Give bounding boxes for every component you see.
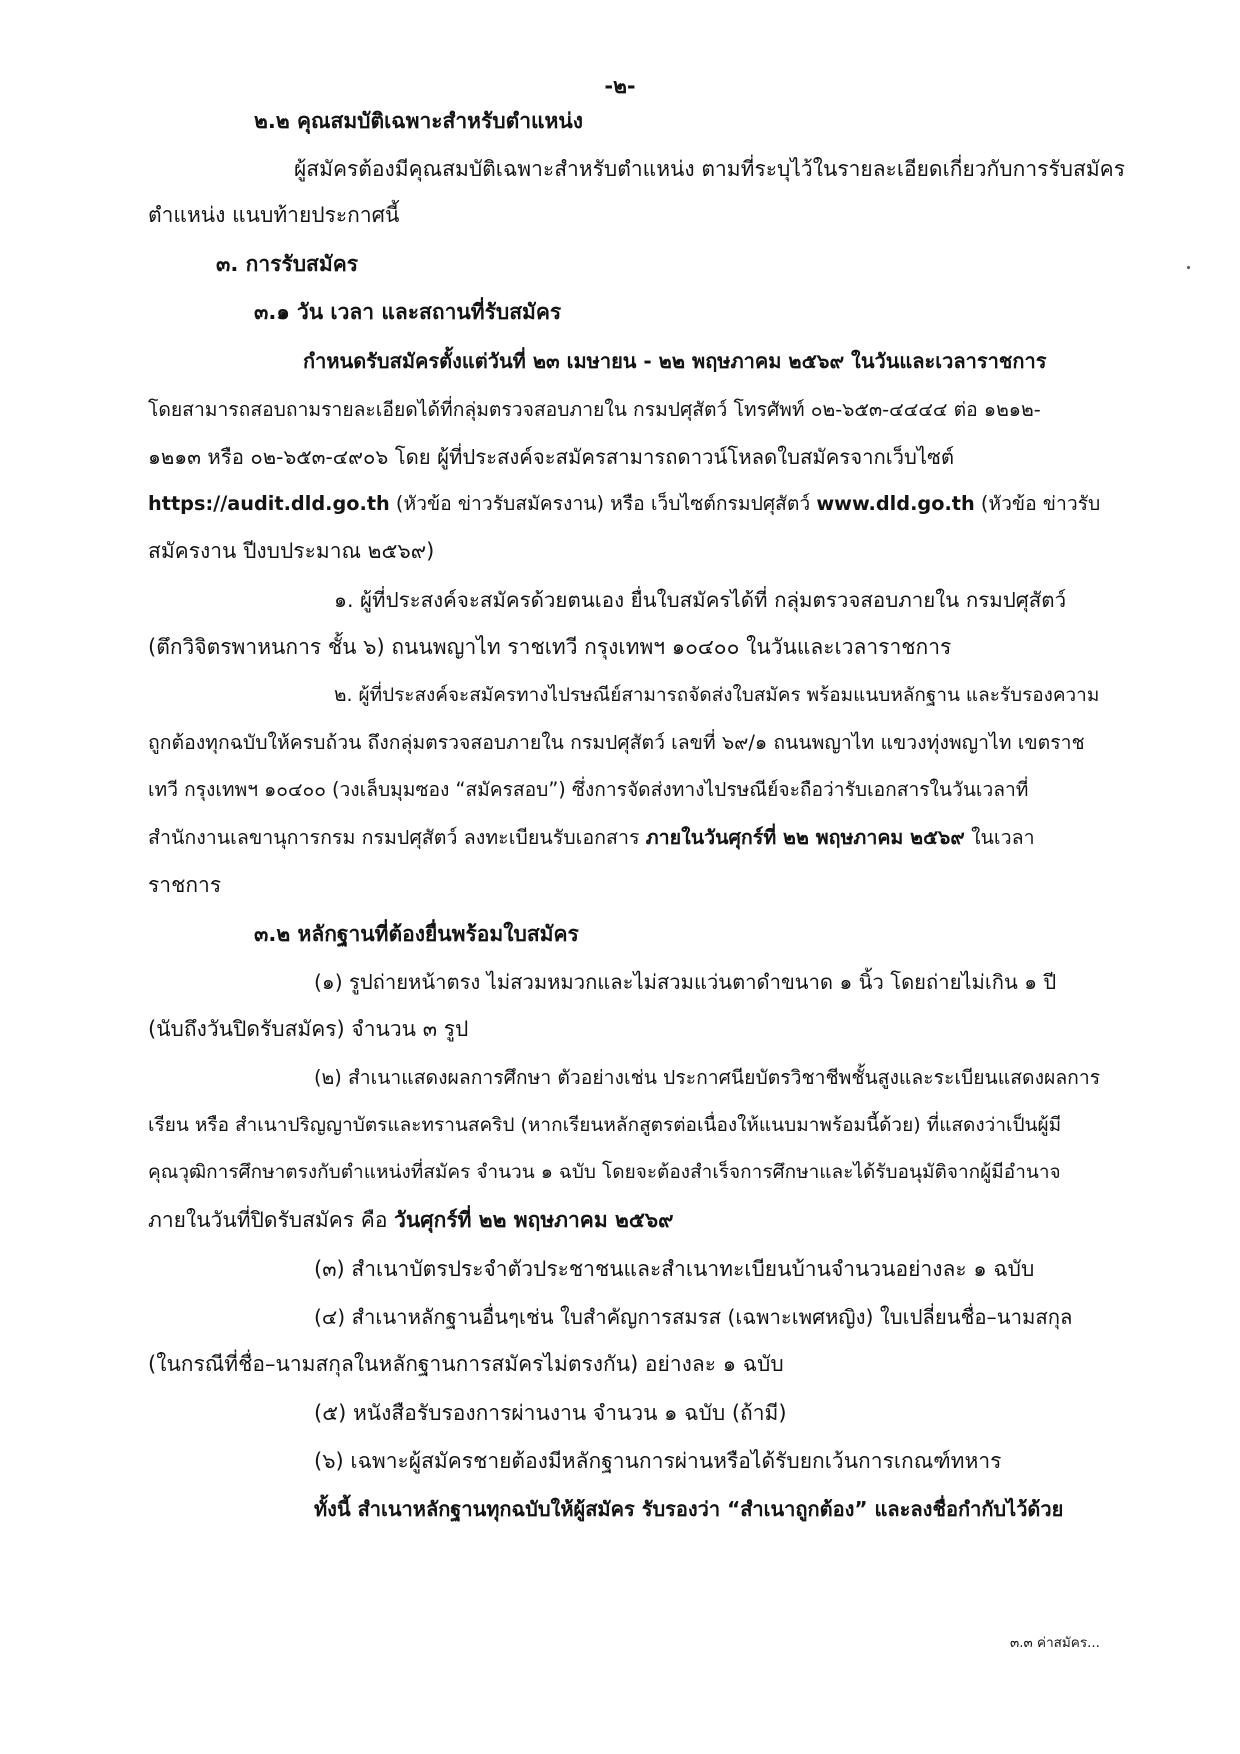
dld-website-url[interactable]: www.dld.go.th <box>816 492 975 515</box>
paragraph-text: ในเวลา <box>970 826 1035 849</box>
closing-date: วันศุกร์ที่ ๒๒ พฤษภาคม ๒๕๖๙ <box>394 1208 674 1232</box>
section-2-2-paragraph-line: ตำแหน่ง แนบท้ายประกาศนี้ <box>148 203 400 227</box>
paragraph-text: (หัวข้อ ข่าวรับสมัครงาน) หรือ เว็บไซต์กรมปศุสัตว์ <box>395 492 811 515</box>
document-item-line: (ในกรณีที่ชื่อ–นามสกุลในหลักฐานการสมัครไม่ตรงกัน) อย่างละ ๑ ฉบับ <box>148 1352 784 1376</box>
document-item-line: (๓) สำเนาบัตรประจำตัวประชาชนและสำเนาทะเบียนบ้านจำนวนอย่างละ ๑ ฉบับ <box>314 1257 1035 1281</box>
page-number: -๒- <box>604 74 636 98</box>
document-item-line: คุณวุฒิการศึกษาตรงกับตำแหน่งที่สมัคร จำนวน ๑ ฉบับ โดยจะต้องสำเร็จการศึกษาและได้รับอนุมัติจากผู้มีอำนาจ <box>148 1161 1061 1183</box>
postal-item-line: เทวี กรุงเทพฯ ๑๐๔๐๐ (วงเล็บมุมซอง “สมัครสอบ”) ซึ่งการจัดส่งทางไปรษณีย์จะถือว่ารับเอกสารในวันเวลาที่ <box>148 778 1029 801</box>
section-3-1-paragraph-line: โดยสามารถสอบถามรายละเอียดได้ที่กลุ่มตรวจสอบภายใน กรมปศุสัตว์ โทรศัพท์ ๐๒-๖๕๓-๔๔๔๔ ต่อ ๑๒๑๒- <box>148 398 1041 421</box>
postal-item-line: ๒. ผู้ที่ประสงค์จะสมัครทางไปรษณีย์สามารถจัดส่งใบสมัคร พร้อมแนบหลักฐาน และรับรองความ <box>334 684 1100 706</box>
paragraph-text: สำนักงานเลขานุการกรม กรมปศุสัตว์ ลงทะเบียนรับเอกสาร <box>148 826 640 849</box>
document-item-line: (๖) เฉพาะผู้สมัครชายต้องมีหลักฐานการผ่านหรือได้รับยกเว้นการเกณฑ์ทหาร <box>314 1449 1002 1473</box>
document-item-line <box>148 1210 673 1231</box>
document-item-line: เรียน หรือ สำเนาปริญญาบัตรและทรานสคริป (หากเรียนหลักสูตรต่อเนื่องให้แนบมาพร้อมนี้ด้วย) ที่แสดงว่าเป็นผู้มี <box>148 1114 1062 1136</box>
document-item-line: (๔) สำเนาหลักฐานอื่นๆเช่น ใบสำคัญการสมรส (เฉพาะเพศหญิง) ใบเปลี่ยนชื่อ–นามสกุล <box>314 1305 1073 1329</box>
document-item-line: (๕) หนังสือรับรองการผ่านงาน จำนวน ๑ ฉบับ (ถ้ามี) <box>314 1401 787 1425</box>
section-3-2-heading: ๓.๒ หลักฐานที่ต้องยื่นพร้อมใบสมัคร <box>254 922 579 946</box>
section-3-heading: ๓. การรับสมัคร <box>216 252 359 276</box>
audit-website-url[interactable]: https://audit.dld.go.th <box>148 492 390 515</box>
postal-item-line: ราชการ <box>148 873 222 897</box>
paragraph-text: ภายในวันที่ปิดรับสมัคร คือ <box>148 1208 388 1232</box>
section-3-1-paragraph-line: สมัครงาน ปีงบประมาณ ๒๕๖๙) <box>148 539 435 563</box>
document-item-line: (๑) รูปถ่ายหน้าตรง ไม่สวมหมวกและไม่สวมแว่นตาดำขนาด ๑ นิ้ว โดยถ่ายไม่เกิน ๑ ปี <box>314 970 1057 994</box>
postal-deadline: ภายในวันศุกร์ที่ ๒๒ พฤษภาคม ๒๕๖๙ <box>645 826 965 849</box>
section-2-2-heading: ๒.๒ คุณสมบัติเฉพาะสำหรับตำแหน่ง <box>254 109 584 133</box>
section-2-2-paragraph-line: ผู้สมัครต้องมีคุณสมบัติเฉพาะสำหรับตำแหน่ง ตามที่ระบุไว้ในรายละเอียดเกี่ยวกับการรับสมัคร <box>294 157 1125 181</box>
document-item-line: (๒) สำเนาแสดงผลการศึกษา ตัวอย่างเช่น ประกาศนียบัตรวิชาชีพชั้นสูงและระเบียนแสดงผลการ <box>314 1066 1101 1089</box>
section-3-1-paragraph-line <box>148 494 1100 513</box>
postal-item-line <box>148 828 1035 848</box>
in-person-item-line: ๑. ผู้ที่ประสงค์จะสมัครด้วยตนเอง ยื่นใบสมัครได้ที่ กลุ่มตรวจสอบภายใน กรมปศุสัตว์ <box>334 588 1067 612</box>
application-period-line: กำหนดรับสมัครตั้งแต่วันที่ ๒๓ เมษายน - ๒๒ พฤษภาคม ๒๕๖๙ ในวันและเวลาราชการ <box>303 349 1047 373</box>
paragraph-text: (หัวข้อ ข่าวรับ <box>980 492 1101 515</box>
in-person-item-line: (ตึกวิจิตรพาหนการ ชั้น ๖) ถนนพญาไท ราชเทวี กรุงเทพฯ ๑๐๔๐๐ ในวันและเวลาราชการ <box>148 635 952 659</box>
postal-item-line: ถูกต้องทุกฉบับให้ครบถ้วน ถึงกลุ่มตรวจสอบภายใน กรมปศุสัตว์ เลขที่ ๖๙/๑ ถนนพญาไท แขวงทุ่งพญาไท เขตราช <box>148 731 1085 754</box>
section-3-1-paragraph-line: ๑๒๑๓ หรือ ๐๒-๖๕๓-๔๙๐๖ โดย ผู้ที่ประสงค์จะสมัครสามารถดาวน์โหลดใบสมัครจากเว็บไซต์ <box>148 445 955 469</box>
closing-statement: ทั้งนี้ สำเนาหลักฐานทุกฉบับให้ผู้สมัคร รับรองว่า “สำเนาถูกต้อง” และลงชื่อกำกับไว้ด้วย <box>314 1497 1064 1521</box>
scan-speck <box>1187 266 1190 269</box>
document-item-line: (นับถึงวันปิดรับสมัคร) จำนวน ๓ รูป <box>148 1017 469 1041</box>
section-3-1-heading: ๓.๑ วัน เวลา และสถานที่รับสมัคร <box>254 300 562 324</box>
continuation-footer: ๓.๓ ค่าสมัคร... <box>1010 1635 1100 1651</box>
